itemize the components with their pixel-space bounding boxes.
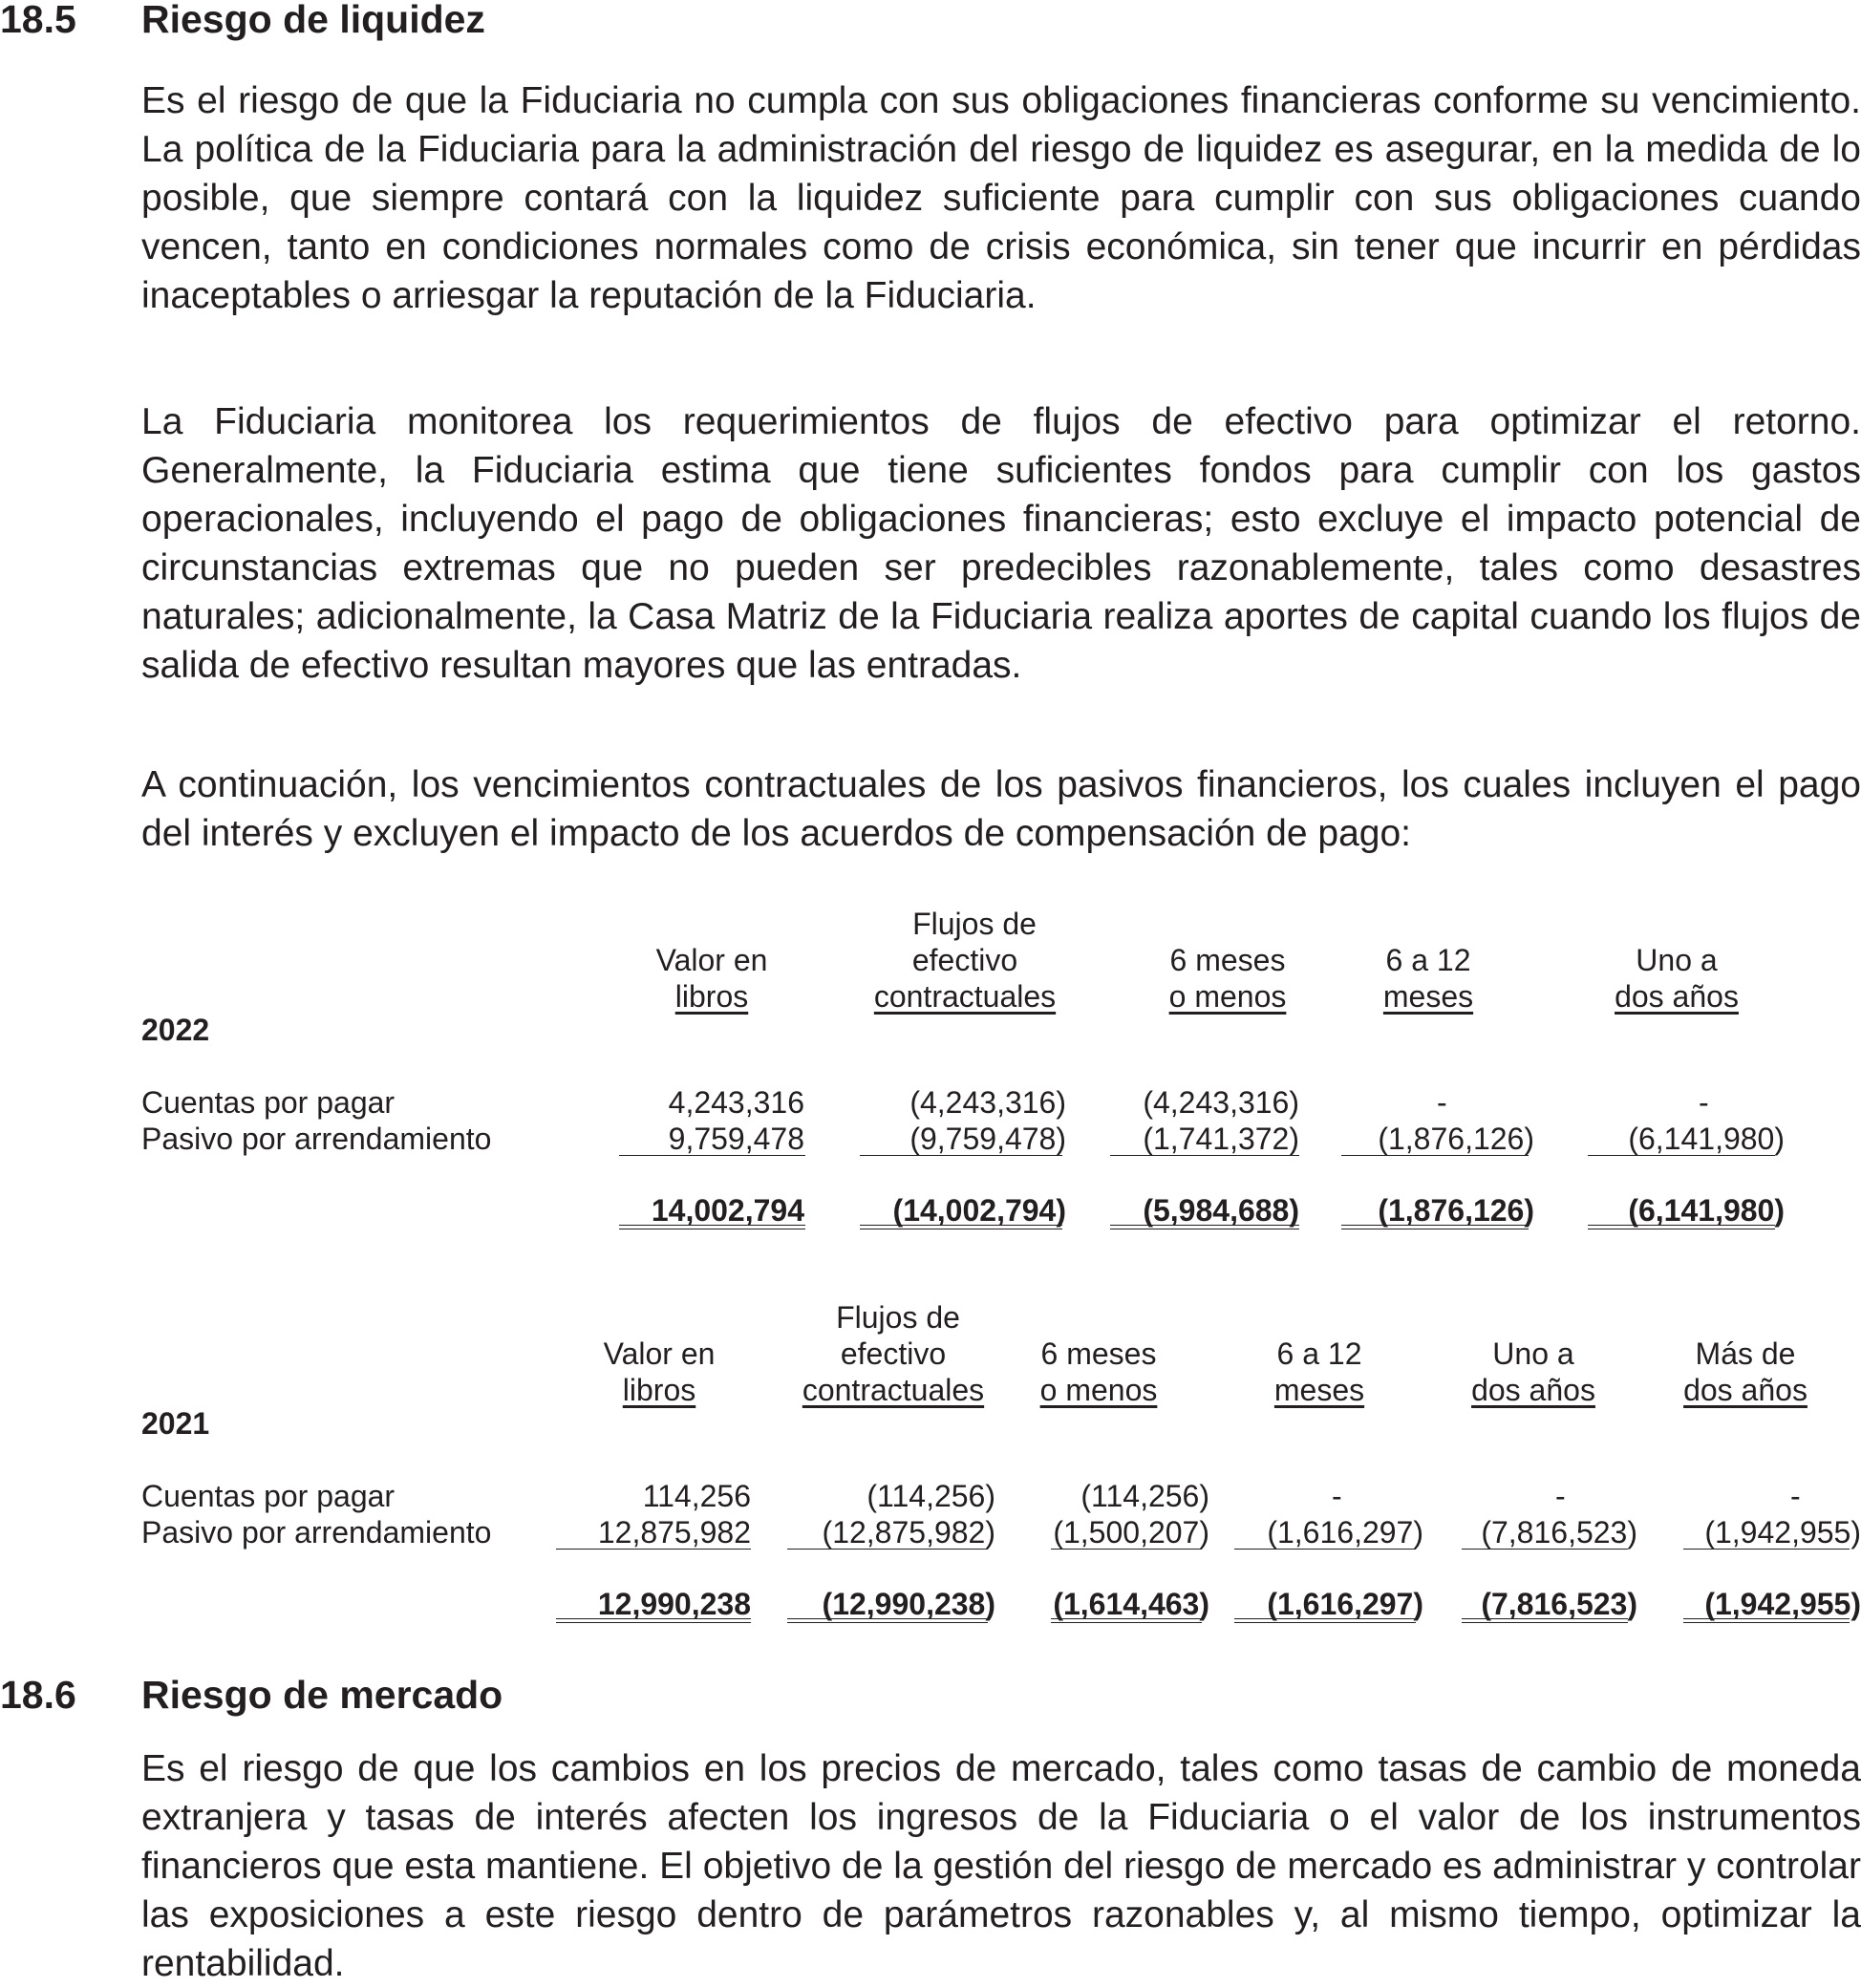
cell: -	[1437, 1085, 1447, 1120]
total-double-rule	[556, 1618, 751, 1623]
cell: (1,741,372)	[1143, 1122, 1299, 1156]
cell: (4,243,316)	[909, 1085, 1066, 1120]
total-cell: (1,616,297)	[1267, 1587, 1423, 1621]
paragraph-mercado-1: Es el riesgo de que los cambios en los precios de mercado, tales como tasas de cambio de moneda extranjera y tasas de interés afecten los ingresos de la Fiduciaria o el valor de los instrumentos financieros que esta mantiene. El objetivo de la gestión del riesgo de mercado es administrar y controlar las exposiciones a este riesgo dentro de parámetros razonables y, al mismo tiempo, optimizar la rentabilidad.	[141, 1748, 1861, 1984]
subtotal-rule	[1683, 1549, 1850, 1550]
subtotal-rule	[619, 1155, 805, 1156]
total-double-rule	[619, 1225, 805, 1229]
cell: (4,243,316)	[1143, 1085, 1299, 1120]
subtotal-rule	[860, 1155, 1062, 1156]
total-double-rule	[860, 1225, 1062, 1229]
total-cell: (1,876,126)	[1378, 1193, 1534, 1228]
col-header-mas-de-dos: Más de dos años	[1683, 1336, 1808, 1407]
cell: (9,759,478)	[909, 1122, 1066, 1156]
cell: (1,942,955)	[1704, 1515, 1861, 1550]
section-number: 18.5	[0, 0, 76, 41]
section-title: Riesgo de mercado	[141, 1673, 503, 1717]
total-cell: (7,816,523)	[1481, 1587, 1637, 1621]
row-label-pasivo: Pasivo por arrendamiento	[141, 1515, 492, 1550]
subtotal-rule	[1051, 1549, 1202, 1550]
col-header-uno-a-dos: Uno a dos años	[1615, 943, 1739, 1014]
paragraph-liquidez-3: A continuación, los vencimientos contractuales de los pasivos financieros, los cuales incluyen el pago del interés y excluyen el impacto de los acuerdos de compensación de pago:	[141, 764, 1861, 854]
cell: (1,616,297)	[1267, 1515, 1423, 1550]
cell: 4,243,316	[668, 1085, 804, 1120]
total-cell: (5,984,688)	[1143, 1193, 1299, 1228]
cell: (12,875,982)	[822, 1515, 995, 1550]
cell: -	[1699, 1085, 1709, 1120]
cell: (114,256)	[1080, 1479, 1209, 1513]
cell: 9,759,478	[668, 1122, 804, 1156]
total-cell: (14,002,794)	[892, 1193, 1066, 1228]
section-title: Riesgo de liquidez	[141, 0, 485, 41]
paragraph-liquidez-1: Es el riesgo de que la Fiduciaria no cumpla con sus obligaciones financieras conforme su vencimiento. La política de la Fiduciaria para la administración del riesgo de liquidez es asegurar, en la medida de lo posible, que siempre contará con la liquidez suficiente para cumplir con sus obligaciones cuando vencen, tanto en condiciones normales como de crisis económica, sin tener que incurrir en pérdidas inaceptables o arriesgar la reputación de la Fiduciaria.	[141, 80, 1861, 316]
total-double-rule	[1110, 1225, 1299, 1229]
col-header-flujos: efectivo contractuales	[802, 1336, 985, 1407]
cell: -	[1790, 1479, 1801, 1513]
cell: -	[1555, 1479, 1566, 1513]
total-cell: 14,002,794	[651, 1193, 804, 1228]
cell: (6,141,980)	[1628, 1122, 1785, 1156]
total-double-rule	[1683, 1618, 1850, 1623]
col-header-6-meses: 6 meses o menos	[1168, 943, 1287, 1014]
total-cell: 12,990,238	[597, 1587, 751, 1621]
liquidity-table-2021	[0, 1299, 1861, 1624]
subtotal-rule	[787, 1549, 988, 1550]
cell: (7,816,523)	[1481, 1515, 1637, 1550]
cell: 114,256	[642, 1479, 751, 1513]
col-header-flujos-top: Flujos de	[912, 907, 1037, 941]
col-header-uno-a-dos: Uno a dos años	[1471, 1336, 1595, 1407]
total-double-rule	[1341, 1225, 1529, 1229]
row-label-cuentas: Cuentas por pagar	[141, 1479, 396, 1513]
subtotal-rule	[556, 1549, 751, 1550]
subtotal-rule	[1234, 1549, 1416, 1550]
total-double-rule	[1588, 1225, 1775, 1229]
cell: (1,500,207)	[1053, 1515, 1209, 1550]
total-cell: (1,942,955)	[1704, 1587, 1861, 1621]
subtotal-rule	[1110, 1155, 1299, 1156]
liquidity-table-2022	[0, 906, 1861, 1230]
total-double-rule	[787, 1618, 988, 1623]
col-header-6-a-12: 6 a 12 meses	[1382, 943, 1474, 1014]
total-cell: (6,141,980)	[1628, 1193, 1785, 1228]
subtotal-rule	[1341, 1155, 1529, 1156]
row-label-pasivo: Pasivo por arrendamiento	[141, 1122, 492, 1156]
col-header-flujos: efectivo contractuales	[873, 943, 1057, 1014]
total-double-rule	[1234, 1618, 1416, 1623]
cell: -	[1332, 1479, 1342, 1513]
total-cell: (1,614,463)	[1053, 1587, 1209, 1621]
col-header-6-meses: 6 meses o menos	[1039, 1336, 1158, 1407]
col-header-valor: Valor en libros	[655, 943, 768, 1014]
subtotal-rule	[1462, 1549, 1628, 1550]
paragraph-liquidez-2: La Fiduciaria monitorea los requerimientos de flujos de efectivo para optimizar el retorno. Generalmente, la Fiduciaria estima que tiene suficientes fondos para cumplir con los gastos operacionales, incluyendo el pago de obligaciones financieras; esto excluye el impacto potencial de circunstancias extremas que no pueden ser predecibles razonablemente, tales como desastres naturales; adicionalmente, la Casa Matriz de la Fiduciaria realiza aportes de capital cuando los flujos de salida de efectivo resultan mayores que las entradas.	[141, 401, 1861, 686]
col-header-valor: Valor en libros	[603, 1336, 716, 1407]
total-double-rule	[1462, 1618, 1628, 1623]
subtotal-rule	[1588, 1155, 1775, 1156]
cell: (1,876,126)	[1378, 1122, 1534, 1156]
total-double-rule	[1051, 1618, 1202, 1623]
total-cell: (12,990,238)	[822, 1587, 995, 1621]
section-number: 18.6	[0, 1673, 76, 1717]
cell: 12,875,982	[597, 1515, 751, 1550]
cell: (114,256)	[866, 1479, 995, 1513]
col-header-flujos-top: Flujos de	[836, 1300, 960, 1335]
col-header-6-a-12: 6 a 12 meses	[1273, 1336, 1365, 1407]
row-label-cuentas: Cuentas por pagar	[141, 1085, 396, 1120]
table-year: 2021	[141, 1406, 210, 1441]
table-year: 2022	[141, 1013, 210, 1047]
